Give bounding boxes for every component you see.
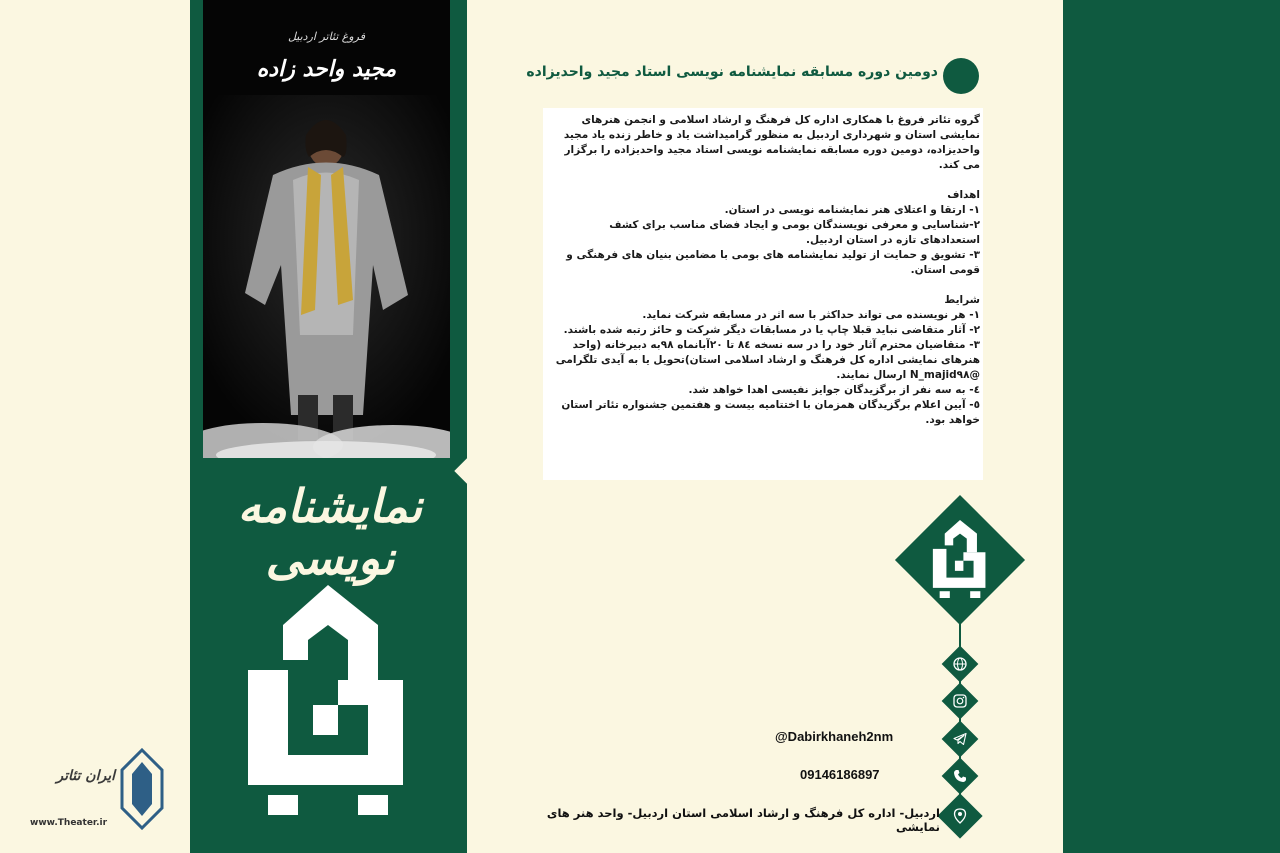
goal-item: ۱- ارتقا و اعتلای هنر نمایشنامه نویسی در استان. bbox=[724, 204, 980, 216]
condition-item: ٤- به سه نفر از برگزیدگان جوایز نفیسی اهدا خواهد شد. bbox=[688, 384, 980, 396]
poster-subtitle: فروغ تئاتر اردبیل bbox=[287, 30, 366, 43]
telegram-handle[interactable]: @Dabirkhaneh2nm bbox=[775, 729, 894, 744]
conditions-title: شرایط bbox=[944, 294, 980, 306]
location-icon bbox=[947, 803, 973, 829]
condition-item: ٥- آیین اعلام برگزیدگان همزمان با اختتامیه بیست و هفتمین جشنواره تئاتر استان خواهد بود. bbox=[561, 399, 980, 426]
instagram-icon bbox=[947, 688, 973, 714]
globe-icon bbox=[947, 651, 973, 677]
calligraphy-line-1: نمایشنامه نویسی bbox=[237, 479, 423, 585]
intro-paragraph: گروه تئاتر فروغ با همکاری اداره کل فرهنگ و ارشاد اسلامی و انجمن هنرهای نمایشی استان و شهرداری اردبیل به منظور گرامیداشت یاد و خاطر زنده یاد مجید واحدیزاده، دومین دوره مسابقه نمایشنامه نویسی استاد مجید واحدیزاده را برگزار می کند. bbox=[563, 114, 980, 171]
condition-item: ۳- متقاضیان محترم آثار خود را در سه نسخه ۸٤ تا ۲۰آبانماه ۹۸به دبیرخانه (واحد هنرهای نمایشی اداره کل فرهنگ و ارشاد اسلامی استان)تحویل یا به آیدی تلگرامی @N_majid۹۸ ارسال نمایند. bbox=[555, 339, 980, 381]
left-margin bbox=[0, 0, 190, 853]
goal-item: ۳- تشویق و حمایت از تولید نمایشنامه های بومی با مضامین بنیان های فرهنگی و قومی استان. bbox=[566, 249, 980, 276]
page-title: دومین دوره مسابقه نمایشنامه نویسی استاد مجید واحدیزاده bbox=[526, 64, 938, 80]
goals-title: اهداف bbox=[947, 189, 980, 201]
announcement-body bbox=[548, 113, 980, 428]
calligraphy-title bbox=[210, 479, 450, 585]
telegram-icon bbox=[947, 726, 973, 752]
phone-number[interactable]: 09146186897 bbox=[800, 767, 880, 782]
iran-theater-watermark bbox=[30, 740, 170, 840]
watermark-brand: ایران تئاتر bbox=[56, 768, 115, 784]
actor-figure bbox=[203, 95, 450, 458]
right-green-band bbox=[1063, 0, 1280, 853]
condition-item: ۱- هر نویسنده می تواند حداکثر با سه اثر در مسابقه شرکت نماید. bbox=[642, 309, 980, 321]
condition-item: ۲- آثار متقاضی نباید قبلا چاپ یا در مسابقات دیگر شرکت و حائز رتبه شده باشند. bbox=[563, 324, 980, 336]
watermark-url: www.Theater.ir bbox=[30, 818, 108, 828]
poster-title: مجید واحد زاده bbox=[256, 56, 397, 82]
heading-bullet bbox=[943, 58, 979, 94]
poster-photo bbox=[203, 0, 450, 458]
address-text: اردبیل- اداره کل فرهنگ و ارشاد اسلامی استان اردبیل- واحد هنر های نمایشی bbox=[546, 806, 940, 834]
phone-icon bbox=[947, 763, 973, 789]
goal-item: ۲-شناسایی و معرفی نویسندگان بومی و ایجاد فضای مناسب برای کشف استعدادهای تازه در استان اردبیل. bbox=[609, 219, 980, 246]
dabirkhaneh-logo-small bbox=[925, 520, 995, 598]
dabirkhaneh-logo-large bbox=[228, 585, 428, 815]
